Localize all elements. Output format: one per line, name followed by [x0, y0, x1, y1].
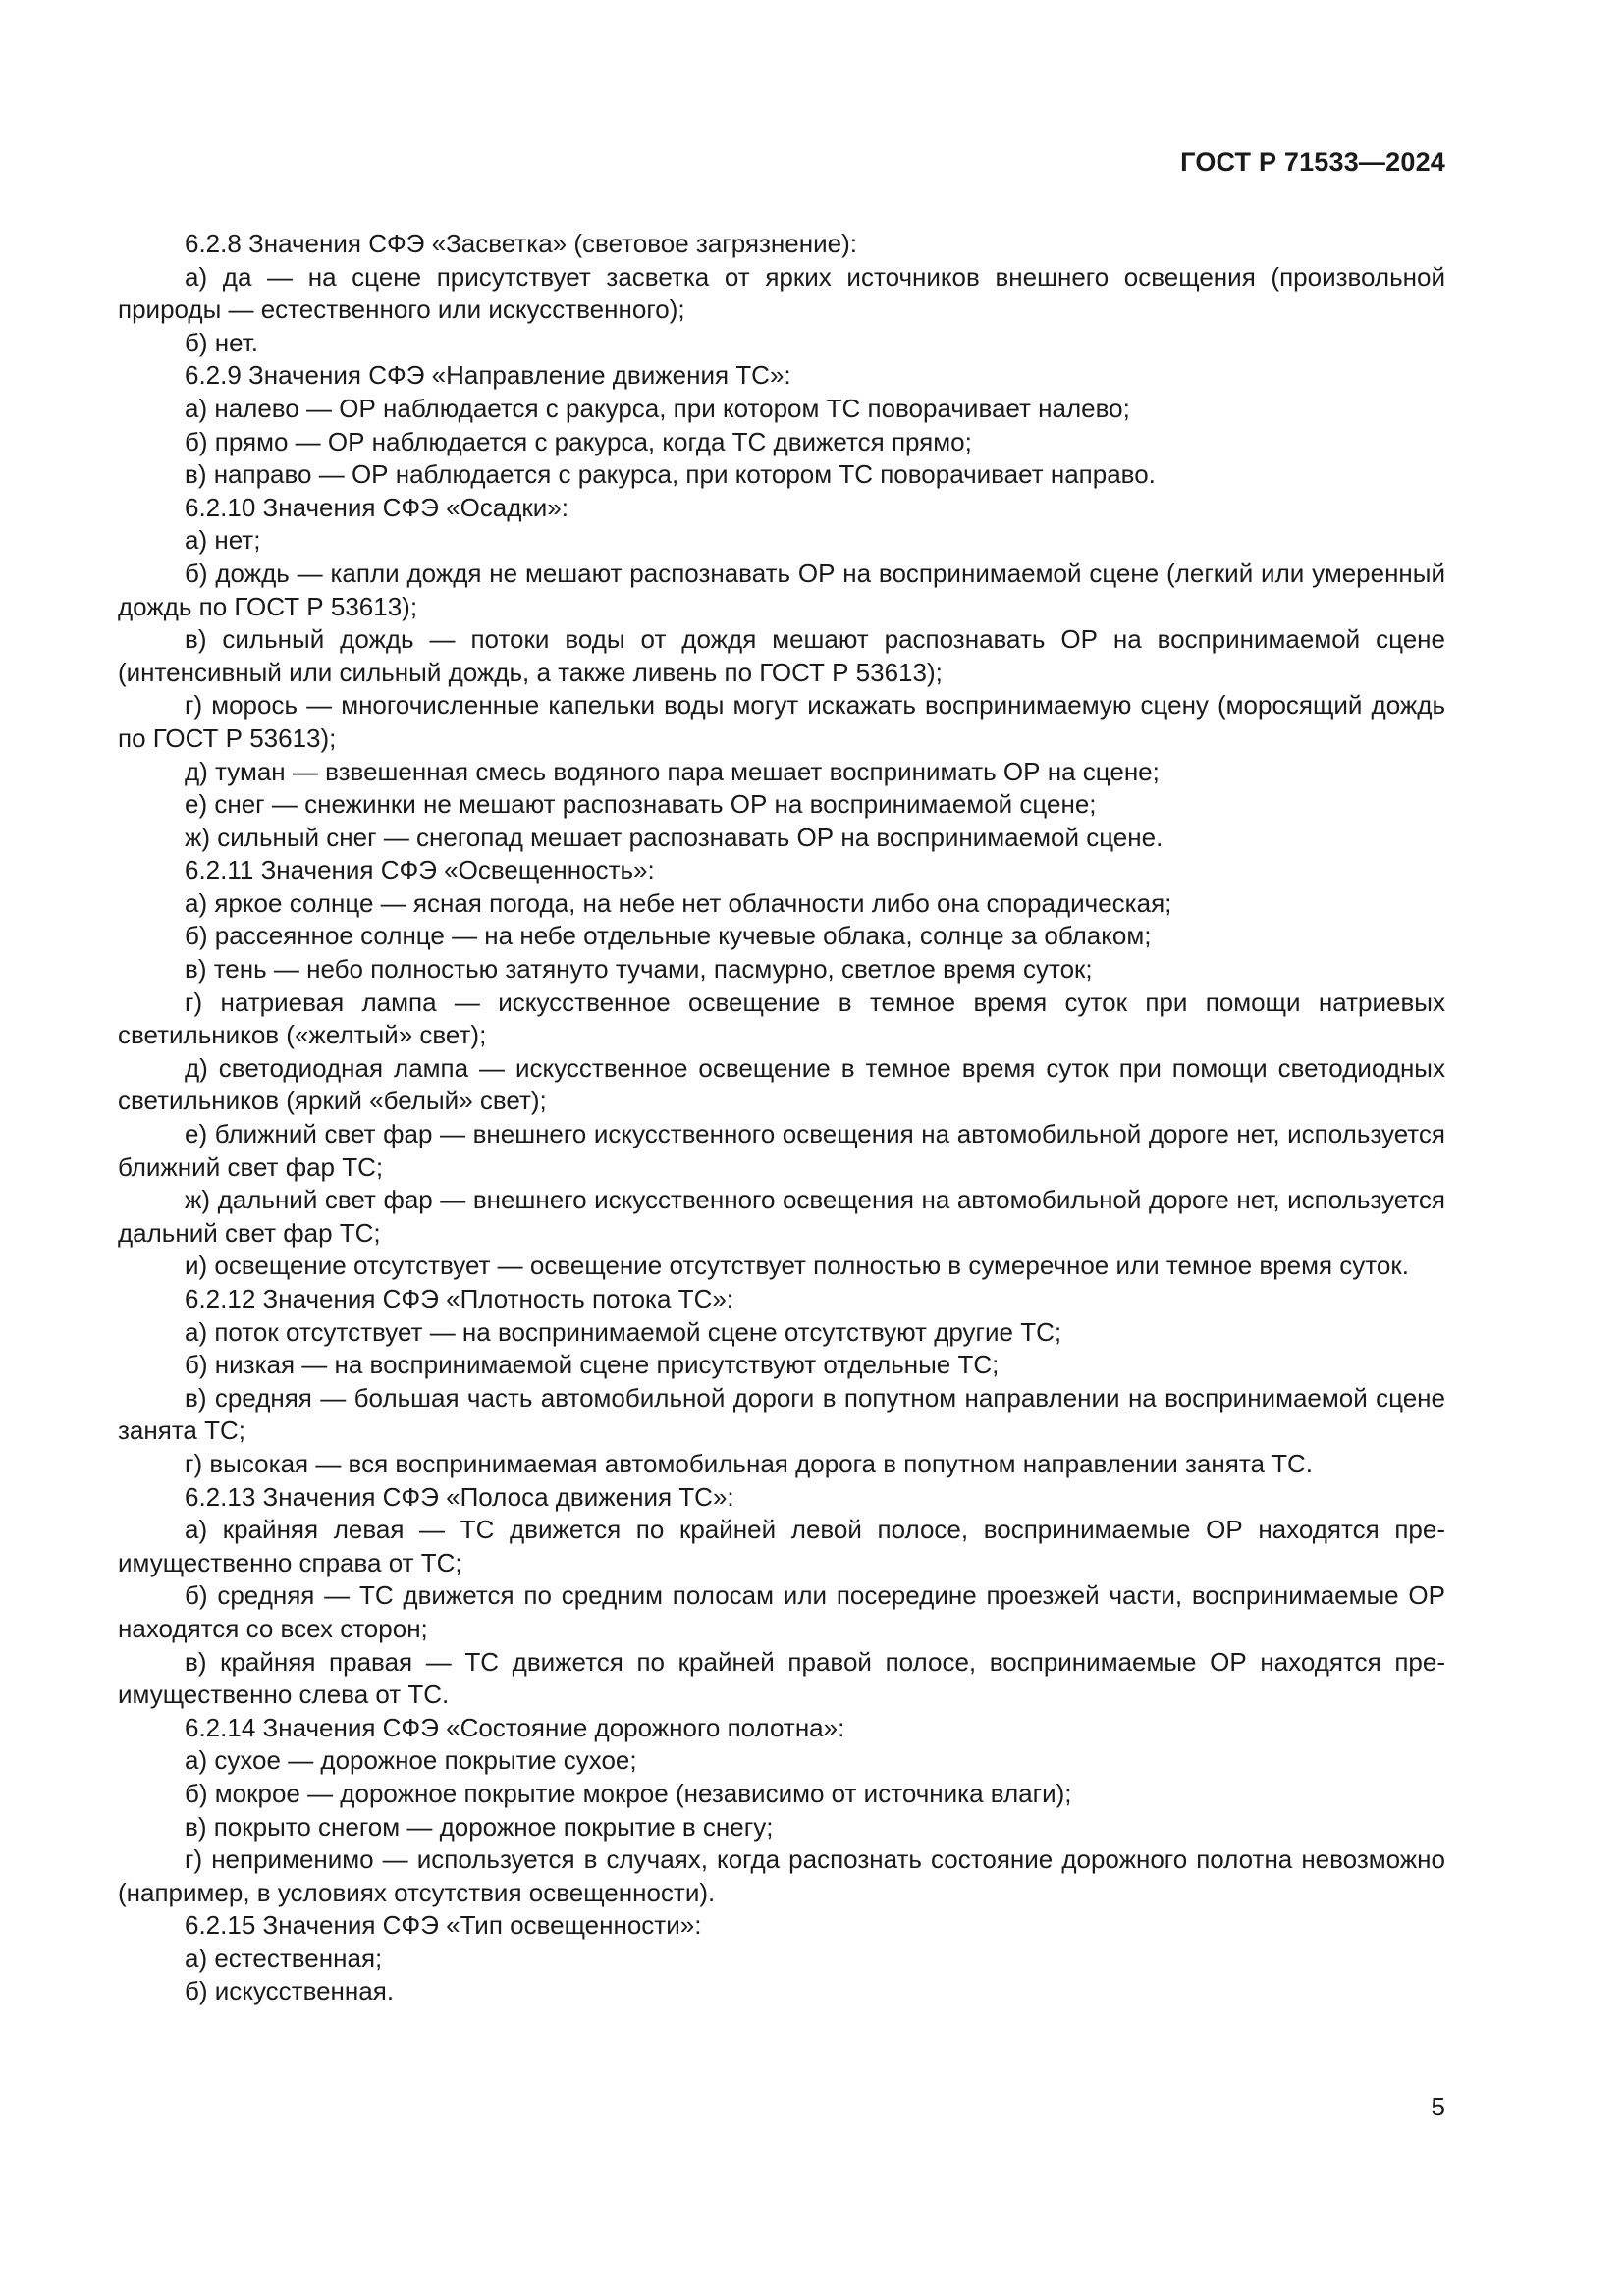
list-item: д) светодиодная лампа — искусственное освещение в темное время суток при помощи светодиодных светильников (яркий «белый» свет);: [118, 1052, 1445, 1116]
list-item: б) мокрое — дорожное покрытие мокрое (независимо от источника влаги);: [185, 1778, 1072, 1808]
section-heading-6-2-9: 6.2.9 Значения СФЭ «Направление движения ТС»:: [185, 360, 791, 391]
list-item: а) налево — ОР наблюдается с ракурса, при котором ТС поворачивает налево;: [185, 393, 1130, 423]
list-item: в) тень — небо полностью затянуто тучами, пасмурно, светлое время суток;: [185, 954, 1093, 985]
list-item: ж) дальний свет фар — внешнего искусственного освещения на автомобильной дороге нет, используется дальний свет фар ТС;: [118, 1185, 1445, 1248]
list-item: в) покрыто снегом — дорожное покрытие в снегу;: [185, 1811, 774, 1842]
list-item: в) сильный дождь — потоки воды от дождя мешают распознавать ОР на воспринимаемой сцене (интенсивный или сильный дождь, а также ливень по ГОСТ Р 53613);: [118, 624, 1445, 687]
list-item: б) прямо — ОР наблюдается с ракурса, когда ТС движется прямо;: [185, 426, 972, 456]
list-item: в) средняя — большая часть автомобильной дороги в попутном направлении на воспринимаемой сцене занята ТС;: [118, 1382, 1445, 1446]
section-heading-6-2-10: 6.2.10 Значения СФЭ «Осадки»:: [185, 492, 569, 522]
section-heading-6-2-15: 6.2.15 Значения СФЭ «Тип освещенности»:: [185, 1910, 702, 1941]
list-item: и) освещение отсутствует — освещение отсутствует полностью в сумеречное или темное время суток.: [185, 1251, 1409, 1281]
list-item: б) рассеянное солнце — на небе отдельные кучевые облака, солнце за облаком;: [185, 921, 1152, 951]
list-item: а) крайняя левая — ТС движется по крайней левой полосе, воспринимаемые ОР находятся преимущественно справа от ТС;: [118, 1515, 1445, 1577]
section-heading-6-2-12: 6.2.12 Значения СФЭ «Плотность потока ТС»:: [185, 1284, 734, 1313]
list-item: б) нет.: [185, 327, 258, 357]
list-item: б) средняя — ТС движется по средним полосам или посередине проезжей части, воспринимаемые ОР находятся со всех сторон;: [118, 1580, 1445, 1643]
list-item: а) да — на сцене присутствует засветка от ярких источников внешнего освещения (произвольной природы — естественного или искусственного);: [118, 261, 1445, 325]
list-item: а) естественная;: [185, 1943, 383, 1973]
list-item: д) туман — взвешенная смесь водяного пара мешает воспринимать ОР на сцене;: [185, 756, 1160, 786]
list-item: а) нет;: [185, 525, 261, 556]
list-item: б) искусственная.: [185, 1976, 395, 2006]
list-item: а) поток отсутствует — на воспринимаемой сцене отсутствуют другие ТС;: [185, 1316, 1062, 1347]
section-heading-6-2-13: 6.2.13 Значения СФЭ «Полоса движения ТС»:: [185, 1481, 734, 1512]
list-item: ж) сильный снег — снегопад мешает распознавать ОР на воспринимаемой сцене.: [185, 822, 1164, 852]
document-code-header: ГОСТ Р 71533—2024: [1180, 147, 1445, 177]
list-item: г) натриевая лампа — искусственное освещение в темное время суток при помощи натриевых светильников («желтый» свет);: [118, 987, 1445, 1050]
list-item: г) неприменимо — используется в случаях, когда распознать состояние дорожного полотна невозможно (например, в условиях отсутствия освещенности).: [118, 1844, 1445, 1907]
list-item: а) яркое солнце — ясная погода, на небе нет облачности либо она спорадическая;: [185, 887, 1172, 918]
list-item: в) направо — ОР наблюдается с ракурса, при котором ТС поворачивает направо.: [185, 459, 1156, 490]
section-heading-6-2-14: 6.2.14 Значения СФЭ «Состояние дорожного полотна»:: [185, 1712, 845, 1742]
list-item: е) снег — снежинки не мешают распознавать ОР на воспринимаемой сцене;: [185, 789, 1097, 820]
list-item: е) ближний свет фар — внешнего искусственного освещения на автомобильной дороге нет, используется ближний свет фар ТС;: [118, 1119, 1445, 1182]
list-item: в) крайняя правая — ТС движется по крайней правой полосе, воспринимаемые ОР находятся преимущественно слева от ТС.: [118, 1646, 1445, 1710]
document-body: [118, 228, 1445, 2008]
list-item: г) высокая — вся воспринимаемая автомобильная дорога в попутном направлении занята ТС.: [185, 1448, 1314, 1478]
section-heading-6-2-8: 6.2.8 Значения СФЭ «Засветка» (световое загрязнение):: [185, 229, 857, 258]
list-item: г) морось — многочисленные капельки воды могут искажать воспринимаемую сцену (моросящий дождь по ГОСТ Р 53613);: [118, 690, 1445, 753]
list-item: б) низкая — на воспринимаемой сцене присутствуют отдельные ТС;: [185, 1350, 1000, 1380]
section-heading-6-2-11: 6.2.11 Значения СФЭ «Освещенность»:: [185, 855, 655, 885]
list-item: а) сухое — дорожное покрытие сухое;: [185, 1745, 637, 1776]
list-item: б) дождь — капли дождя не мешают распознавать ОР на воспринимаемой сцене (легкий или умеренный дождь по ГОСТ Р 53613);: [118, 558, 1445, 621]
page-number: 5: [1431, 2092, 1445, 2121]
